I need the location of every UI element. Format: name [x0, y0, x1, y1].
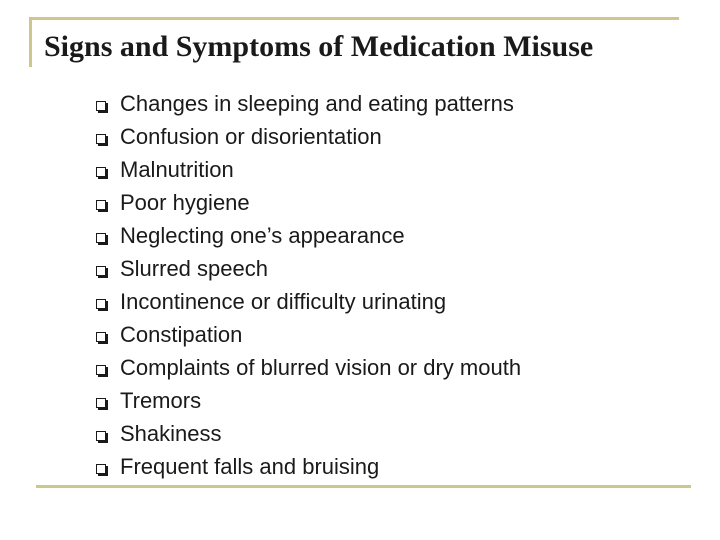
bullet-text: Confusion or disorientation	[120, 124, 382, 149]
square-bullet-icon	[96, 398, 106, 408]
bullet-item	[96, 285, 521, 318]
bullet-text: Shakiness	[120, 421, 222, 446]
square-bullet-icon	[96, 299, 106, 309]
square-bullet-icon	[96, 431, 106, 441]
square-bullet-icon	[96, 464, 106, 474]
bullet-item	[96, 219, 521, 252]
frame-bottom-line	[36, 485, 691, 488]
bullet-text: Slurred speech	[120, 256, 268, 281]
square-bullet-icon	[96, 167, 106, 177]
bullet-item	[96, 384, 521, 417]
slide-title: Signs and Symptoms of Medication Misuse	[44, 30, 594, 63]
bullet-item	[96, 87, 521, 120]
square-bullet-icon	[96, 365, 106, 375]
bullet-item	[96, 252, 521, 285]
bullet-text: Constipation	[120, 322, 243, 347]
bullet-item	[96, 417, 521, 450]
bullet-item	[96, 318, 521, 351]
bullet-text: Neglecting one’s appearance	[120, 223, 405, 248]
bullet-item	[96, 351, 521, 384]
bullet-text: Changes in sleeping and eating patterns	[120, 91, 514, 116]
bullet-item	[96, 450, 521, 483]
bullet-text: Tremors	[120, 388, 202, 413]
bullet-item	[96, 186, 521, 219]
bullet-text: Malnutrition	[120, 157, 234, 182]
square-bullet-icon	[96, 134, 106, 144]
square-bullet-icon	[96, 233, 106, 243]
square-bullet-icon	[96, 332, 106, 342]
frame-top-line	[29, 17, 679, 20]
bullet-list	[96, 87, 521, 483]
square-bullet-icon	[96, 101, 106, 111]
square-bullet-icon	[96, 200, 106, 210]
bullet-item	[96, 153, 521, 186]
bullet-text: Complaints of blurred vision or dry mouth	[120, 355, 522, 380]
bullet-text: Incontinence or difficulty urinating	[120, 289, 447, 314]
bullet-item	[96, 120, 521, 153]
frame-left-line	[29, 17, 32, 67]
bullet-text: Poor hygiene	[120, 190, 250, 215]
square-bullet-icon	[96, 266, 106, 276]
bullet-text: Frequent falls and bruising	[120, 454, 380, 479]
